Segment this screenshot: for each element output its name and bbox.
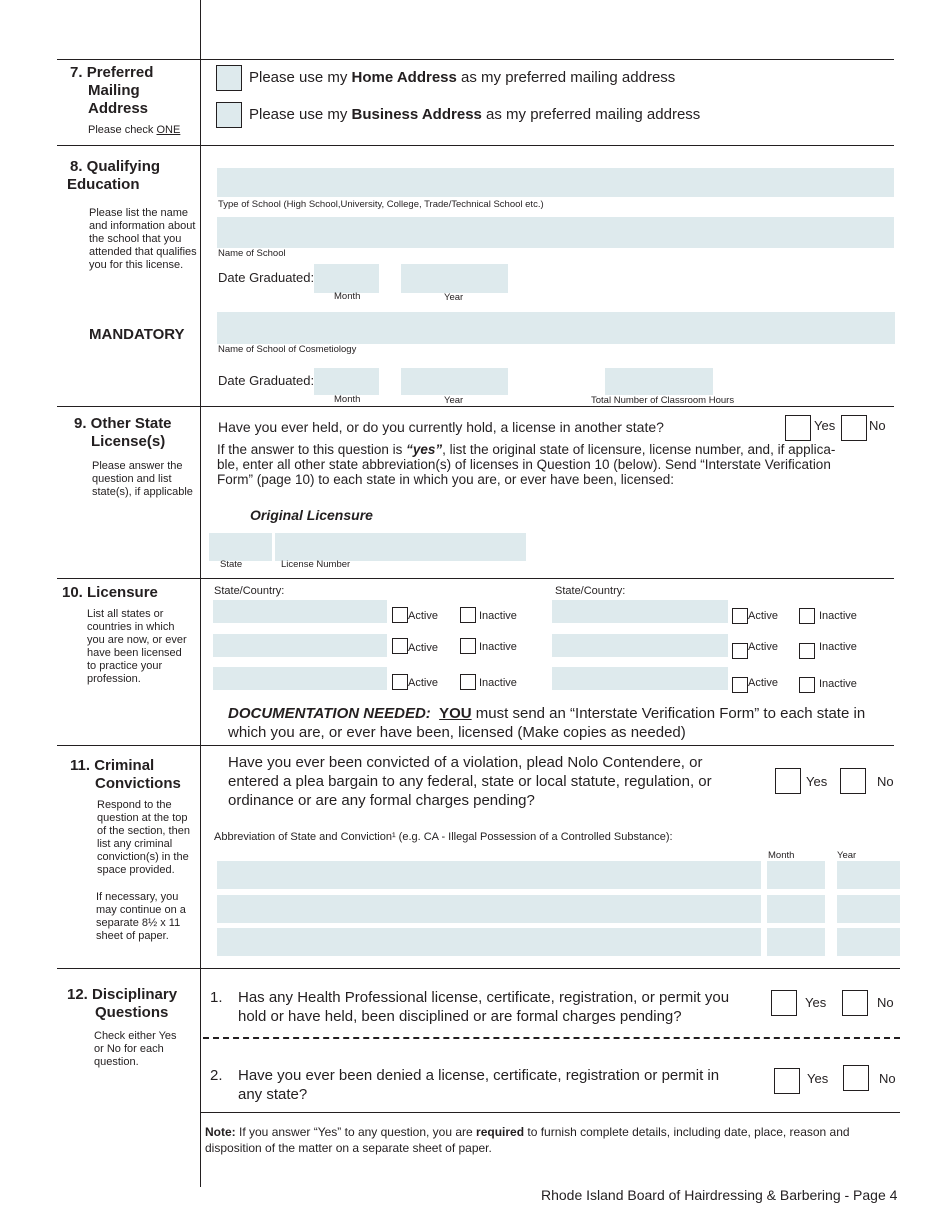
classroom-hours-field[interactable] <box>605 368 713 395</box>
inactive-label: Inactive <box>479 677 517 689</box>
home-address-checkbox[interactable] <box>216 65 242 91</box>
s9-no-label: No <box>869 418 886 433</box>
mandatory-label: MANDATORY <box>89 326 185 343</box>
disciplinary-question-1: 1. Has any Health Professional license, certificate, registration, or permit you hold or have held, been disciplined or are formal charges pending? <box>210 989 730 1025</box>
inactive-checkbox[interactable] <box>460 674 476 690</box>
inactive-checkbox[interactable] <box>799 608 815 624</box>
active-label: Active <box>748 610 778 622</box>
s11-no-label: No <box>877 774 894 789</box>
note-text: Note: If you answer “Yes” to any question, you are required to furnish complete details, including date, place, reason and disposition of the matter on a separate sheet of paper. <box>205 1125 850 1155</box>
licensure-state-field[interactable] <box>552 600 728 623</box>
page-footer: Rhode Island Board of Hairdressing & Barbering - Page 4 <box>541 1187 898 1203</box>
conviction-abbreviation-label: Abbreviation of State and Conviction¹ (e.g. CA - Illegal Possession of a Controlled Substance): <box>214 831 673 843</box>
licensure-state-field[interactable] <box>552 634 728 657</box>
q2-no-label: No <box>879 1071 896 1086</box>
cosmo-year-caption: Year <box>444 395 464 406</box>
question-separator <box>203 1037 900 1039</box>
inactive-checkbox[interactable] <box>799 643 815 659</box>
cosmo-date-graduated-label: Date Graduated: <box>218 373 315 388</box>
s11-instruction: Respond to the question at the top of the section, then list any criminal conviction(s) in the space provided. <box>97 799 190 876</box>
school-type-field[interactable] <box>217 168 894 197</box>
active-checkbox[interactable] <box>732 608 748 624</box>
inactive-checkbox[interactable] <box>799 677 815 693</box>
divider-9 <box>57 406 894 407</box>
school-name-caption: Name of School <box>218 248 286 259</box>
s7-instruction: Please check ONE <box>88 124 181 136</box>
inactive-label: Inactive <box>819 641 857 653</box>
original-license-number-field[interactable] <box>275 533 526 561</box>
business-address-label: Please use my Business Address as my preferred mailing address <box>249 106 701 123</box>
q1-yes-label: Yes <box>805 995 827 1010</box>
active-label: Active <box>408 642 438 654</box>
licensure-state-field[interactable] <box>213 600 387 623</box>
s9-instructions-paragraph: If the answer to this question is “yes”, list the original state of licensure, license number, and, if applica- ble, enter all other state abbreviation(s) of licenses in Question 10 (below). Send “Interstate Verification Form” (page 10) to each state in which you are, or ever have been, licensed: <box>217 442 836 487</box>
state-country-label-right: State/Country: <box>555 585 626 597</box>
q2-no-checkbox[interactable] <box>843 1065 869 1091</box>
disciplinary-question-2: 2. Have you ever been denied a license, certificate, registration or permit in any state? <box>210 1067 720 1103</box>
conviction-month-caption: Month <box>768 850 795 861</box>
graduated-year-field[interactable] <box>401 264 508 293</box>
inactive-label: Inactive <box>819 610 857 622</box>
conviction-year-field[interactable] <box>837 895 900 923</box>
note-divider <box>200 1112 900 1113</box>
q1-no-checkbox[interactable] <box>842 990 868 1016</box>
s9-question: Have you ever held, or do you currently hold, a license in another state? <box>218 419 664 435</box>
inactive-label: Inactive <box>479 610 517 622</box>
cosmetology-school-field[interactable] <box>217 312 895 344</box>
s9-no-checkbox[interactable] <box>841 415 867 441</box>
conviction-year-field[interactable] <box>837 928 900 956</box>
active-label: Active <box>408 677 438 689</box>
school-type-caption: Type of School (High School,University, College, Trade/Technical School etc.) <box>218 199 544 210</box>
active-label: Active <box>408 610 438 622</box>
conviction-month-field[interactable] <box>767 928 825 956</box>
s11-no-checkbox[interactable] <box>840 768 866 794</box>
s7-title: 7. Preferred Mailing Address <box>70 64 154 117</box>
active-checkbox[interactable] <box>732 677 748 693</box>
active-label: Active <box>748 677 778 689</box>
date-graduated-label: Date Graduated: <box>218 270 315 285</box>
conviction-month-field[interactable] <box>767 861 825 889</box>
s11-question: Have you ever been convicted of a violation, plead Nolo Contendere, or entered a plea bargain to any federal, state or local statute, regulation, or ordinance or are any formal charges pending? <box>228 754 712 809</box>
inactive-checkbox[interactable] <box>460 638 476 654</box>
divider-8 <box>57 145 894 146</box>
divider-11 <box>57 745 894 746</box>
s10-title: 10. Licensure <box>62 584 158 601</box>
conviction-description-field[interactable] <box>217 928 761 956</box>
s9-title: 9. Other State License(s) <box>74 415 172 450</box>
s11-yes-label: Yes <box>806 774 828 789</box>
month-caption: Month <box>334 291 361 302</box>
conviction-description-field[interactable] <box>217 895 761 923</box>
divider-10 <box>57 578 894 579</box>
business-address-checkbox[interactable] <box>216 102 242 128</box>
active-checkbox[interactable] <box>392 674 408 690</box>
licensure-state-field[interactable] <box>552 667 728 690</box>
s9-instruction: Please answer the question and list state(s), if applicable <box>92 460 193 498</box>
documentation-needed-notice: DOCUMENTATION NEEDED: YOU must send an “Interstate Verification Form” to each state in which you are, or ever have been, licensed (Make copies as needed) <box>228 705 866 741</box>
s11-title: 11. Criminal Convictions <box>70 757 181 792</box>
cosmo-month-caption: Month <box>334 394 361 405</box>
q2-yes-checkbox[interactable] <box>774 1068 800 1094</box>
s8-instruction: Please list the name and information about the school that you attended that qualifies you for this license. <box>89 207 197 271</box>
cosmo-month-field[interactable] <box>314 368 379 395</box>
active-checkbox[interactable] <box>732 643 748 659</box>
s9-yes-checkbox[interactable] <box>785 415 811 441</box>
conviction-year-field[interactable] <box>837 861 900 889</box>
active-label: Active <box>748 641 778 653</box>
divider-12 <box>57 968 900 969</box>
left-column-divider <box>200 0 201 1187</box>
cosmetology-school-caption: Name of School of Cosmetiology <box>218 344 357 355</box>
inactive-checkbox[interactable] <box>460 607 476 623</box>
s10-instruction: List all states or countries in which you are now, or ever have been licensed to practice your profession. <box>87 608 187 685</box>
active-checkbox[interactable] <box>392 638 408 654</box>
original-state-field[interactable] <box>209 533 272 561</box>
conviction-description-field[interactable] <box>217 861 761 889</box>
original-licensure-heading: Original Licensure <box>250 507 373 523</box>
cosmo-year-field[interactable] <box>401 368 508 395</box>
license-number-caption: License Number <box>281 559 351 570</box>
s9-yes-label: Yes <box>814 418 836 433</box>
conviction-year-caption: Year <box>837 850 857 861</box>
home-address-label: Please use my Home Address as my preferred mailing address <box>249 69 676 86</box>
conviction-month-field[interactable] <box>767 895 825 923</box>
licensure-state-field[interactable] <box>213 667 387 690</box>
inactive-label: Inactive <box>819 678 857 690</box>
graduated-month-field[interactable] <box>314 264 379 293</box>
s11-yes-checkbox[interactable] <box>775 768 801 794</box>
s12-instruction: Check either Yes or No for each question. <box>94 1030 177 1068</box>
q1-yes-checkbox[interactable] <box>771 990 797 1016</box>
s11-continuation-note: If necessary, you may continue on a separate 8½ x 11 sheet of paper. <box>96 891 186 942</box>
s12-title: 12. Disciplinary Questions <box>67 986 178 1021</box>
state-country-label-left: State/Country: <box>214 585 285 597</box>
q1-no-label: No <box>877 995 894 1010</box>
q2-yes-label: Yes <box>807 1071 829 1086</box>
year-caption: Year <box>444 292 464 303</box>
school-name-field[interactable] <box>217 217 894 248</box>
classroom-hours-caption: Total Number of Classroom Hours <box>591 395 735 406</box>
active-checkbox[interactable] <box>392 607 408 623</box>
licensure-state-field[interactable] <box>213 634 387 657</box>
state-caption: State <box>220 559 243 570</box>
divider-7 <box>57 59 894 60</box>
inactive-label: Inactive <box>479 641 517 653</box>
s8-title: 8. Qualifying Education <box>67 158 161 193</box>
